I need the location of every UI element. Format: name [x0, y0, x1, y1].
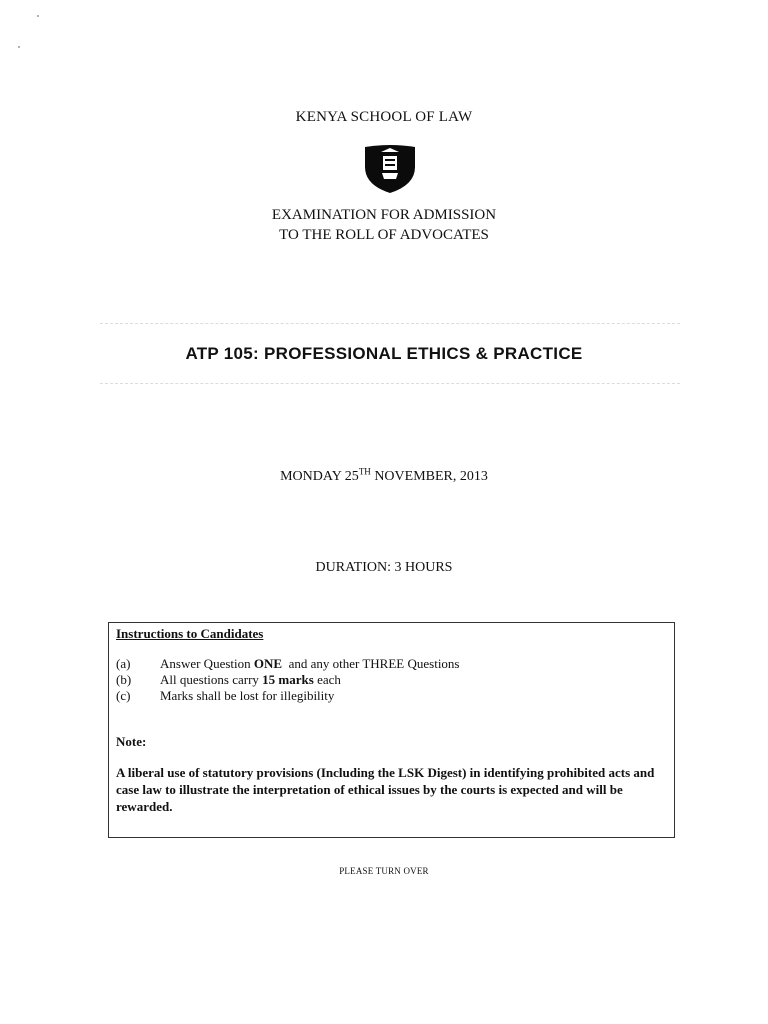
instructions-title: Instructions to Candidates: [116, 626, 264, 641]
instruction-emphasis: 15 marks: [262, 672, 314, 687]
exam-title-line-2: TO THE ROLL OF ADVOCATES: [279, 227, 489, 243]
date-prefix: MONDAY 25: [280, 469, 359, 484]
date-superscript: TH: [358, 466, 371, 477]
scan-speck: [18, 46, 20, 48]
instructions-box: [108, 622, 675, 838]
instruction-letter: (c): [116, 688, 131, 703]
instruction-letter: (b): [116, 672, 132, 687]
exam-title-line-1: EXAMINATION FOR ADMISSION: [271, 207, 497, 223]
instruction-text: and any other: [282, 656, 363, 671]
date-suffix: NOVEMBER, 2013: [370, 469, 488, 484]
exam-date: [0, 466, 768, 485]
note-text: A liberal use of statutory provisions (Including the LSK Digest) in identifying prohibited acts and case law to illustrate the interpretation of ethical issues by the courts is expected and will be rewarded.: [116, 765, 655, 814]
note-label: Note:: [116, 734, 147, 749]
divider-bottom: [100, 383, 680, 384]
instruction-text: each: [313, 672, 341, 687]
instruction-text: Questions: [404, 656, 460, 671]
instruction-emphasis: THREE: [362, 656, 405, 671]
instruction-item: [116, 688, 334, 704]
instruction-text: Marks shall be lost for illegibility: [160, 688, 335, 703]
instruction-item: [116, 656, 459, 672]
exam-duration: DURATION: 3 HOURS: [315, 560, 453, 575]
please-turn-over: PLEASE TURN OVER: [339, 866, 429, 876]
instruction-item: [116, 672, 341, 688]
instruction-text: All questions carry: [160, 672, 263, 687]
instruction-emphasis: ONE: [253, 656, 283, 671]
instruction-text: Answer Question: [160, 656, 254, 671]
divider-top: [100, 323, 680, 324]
scan-speck: [37, 15, 39, 17]
shield-crest-icon: [361, 143, 419, 195]
institution-name: KENYA SCHOOL OF LAW: [295, 109, 473, 125]
instruction-letter: (a): [116, 656, 131, 671]
course-title: ATP 105: PROFESSIONAL ETHICS & PRACTICE: [185, 344, 583, 363]
